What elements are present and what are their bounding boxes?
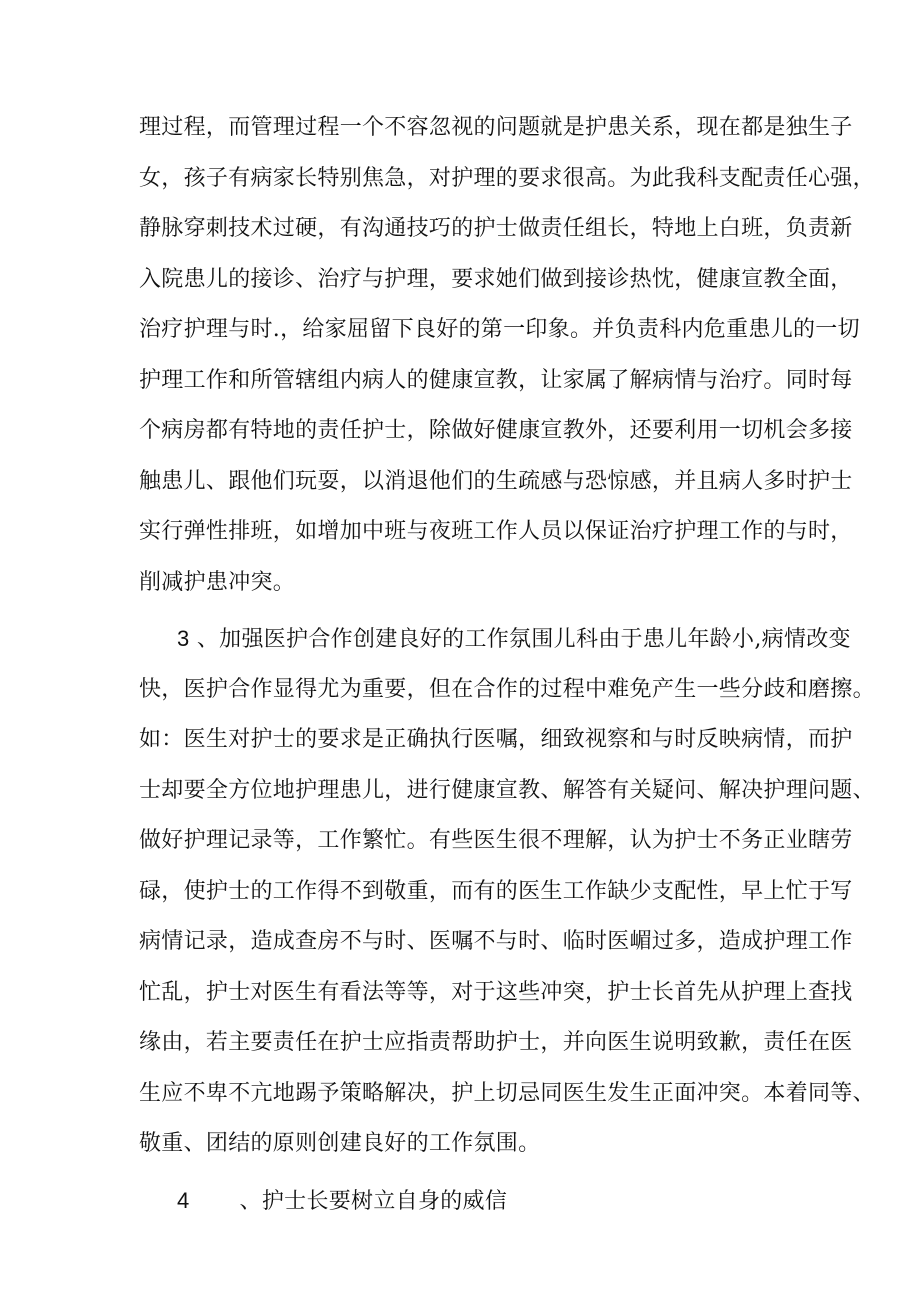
section-3-number: 3 xyxy=(177,626,190,651)
section-4-number: 4 xyxy=(177,1188,190,1213)
section-3-text: 、加强医护合作创建良好的工作氛围儿科由于患儿年龄小,病情改变 xyxy=(196,627,851,652)
paragraph-line: 触患儿、跟他们玩耍，以消退他们的生疏感与恐惊感，并且病人多时护士 xyxy=(139,469,853,494)
section-3-heading-line xyxy=(177,624,851,655)
paragraph-line: 碌，使护士的工作得不到敬重，而有的医生工作缺少支配性，早上忙于写 xyxy=(139,879,853,904)
paragraph-line: 生应不卑不亢地踢予策略解决，护上切忌同医生发生正面冲突。本着同等、 xyxy=(139,1081,875,1106)
paragraph-line: 快，医护合作显得尤为重要，但在合作的过程中难免产生一些分歧和磨擦。 xyxy=(139,677,875,702)
paragraph-line: 理过程，而管理过程一个不容忽视的问题就是护患关系，现在都是独生子 xyxy=(139,115,853,140)
paragraph-line: 实行弹性排班，如增加中班与夜班工作人员以保证治疗护理工作的与时， xyxy=(139,519,853,544)
paragraph-line: 治疗护理与时.，给家屈留下良好的第一印象。并负责科内危重患儿的一切 xyxy=(139,317,860,342)
paragraph-line: 女，孩子有病家长特别焦急，对护理的要求很高。为此我科支配责任心强， xyxy=(139,166,875,191)
paragraph-line: 如：医生对护士的要求是正确执行医嘱，细致视察和与时反映病情，而护 xyxy=(139,727,853,752)
paragraph-line: 静脉穿刺技术过硬，有沟通技巧的护士做责任组长，特地上白班，负责新 xyxy=(139,216,853,241)
paragraph-line: 敬重、团结的原则创建良好的工作氛围。 xyxy=(139,1131,541,1156)
paragraph-line: 入院患儿的接诊、治疗与护理，要求她们做到接诊热忱，健康宣教全面， xyxy=(139,267,853,292)
paragraph-line: 忙乱，护士对医生有看法等等，对于这些冲突，护士长首先从护理上查找 xyxy=(139,980,853,1005)
paragraph-line: 个病房都有特地的责任护士，除做好健康宣教外，还要利用一切机会多接 xyxy=(139,418,853,443)
section-4-heading-line xyxy=(177,1186,837,1217)
paragraph-line: 病情记录，造成查房不与时、医嘱不与时、临时医嵋过多，造成护理工作 xyxy=(139,929,853,954)
paragraph-line: 护理工作和所管辖组内病人的健康宣教，让家属了解病情与治疗。同时每 xyxy=(139,368,853,393)
section-4-text: 、护士长要树立自身的威信 xyxy=(239,1189,508,1214)
paragraph-line: 削减护患冲突。 xyxy=(139,570,296,595)
paragraph-line: 做好护理记录等，工作繁忙。有些医生很不理解，认为护士不务正业瞎劳 xyxy=(139,828,853,853)
paragraph-line: 士却要全方位地护理患儿，进行健康宣教、解答有关疑问、解决护理问题、 xyxy=(139,778,875,803)
paragraph-line: 缘由，若主要责任在护士应指责帮助护士，并向医生说明致歉，责任在医 xyxy=(139,1030,853,1055)
